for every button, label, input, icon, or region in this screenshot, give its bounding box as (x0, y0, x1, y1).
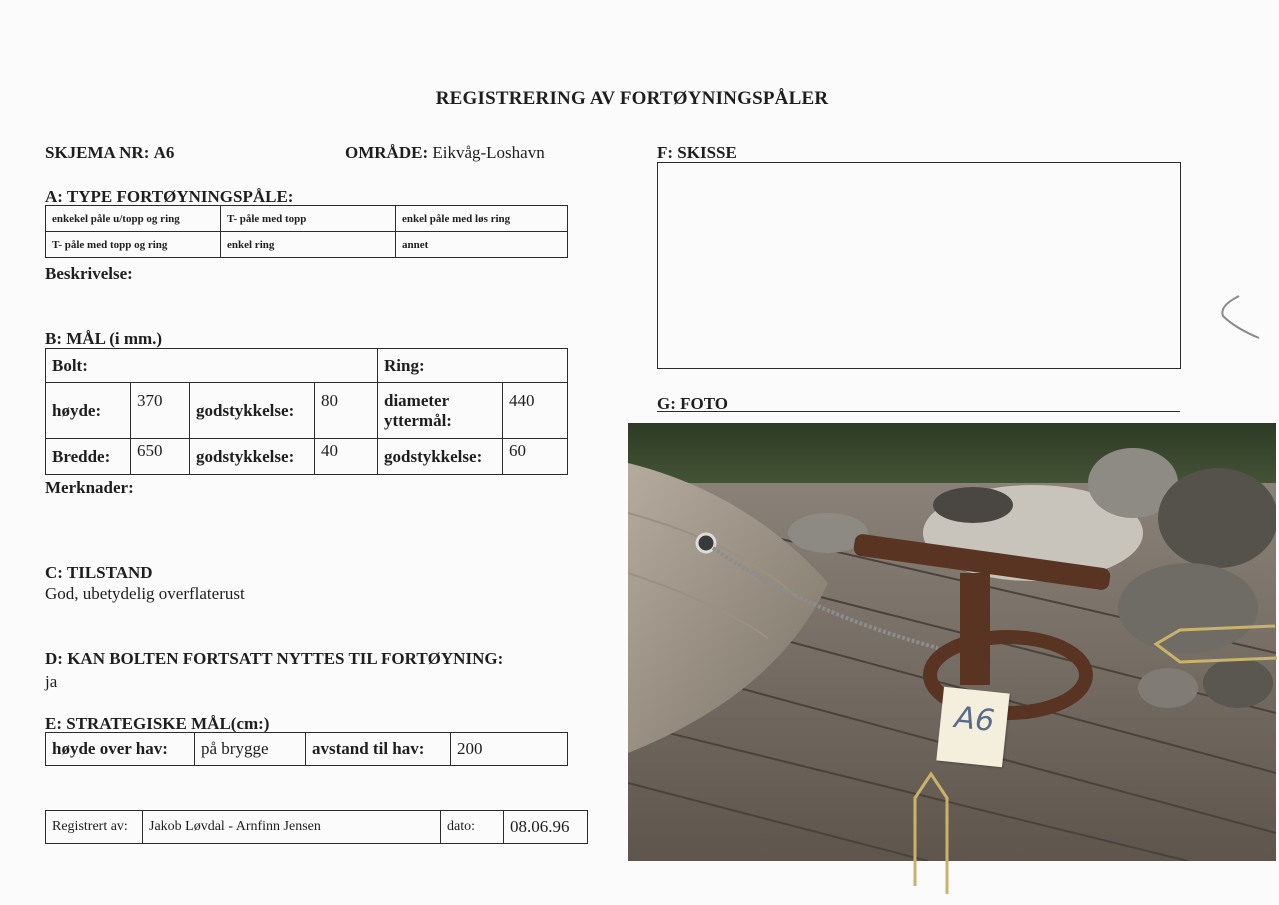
ring-thickness-label: godstykkelse: (378, 439, 503, 475)
bolt-label: Bolt: (46, 349, 378, 383)
pole-type-option: T- påle med topp og ring (46, 232, 221, 258)
paperclip-bottom-icon (905, 768, 960, 905)
section-e-heading: E: STRATEGISKE MÅL(cm:) (45, 714, 270, 733)
section-b-heading: B: MÅL (i mm.) (45, 329, 163, 348)
table-row (46, 232, 568, 258)
margin-mark (1215, 292, 1265, 347)
table-row (46, 811, 588, 844)
diameter-label: diameter yttermål: (378, 383, 503, 439)
strategic-table (45, 732, 568, 766)
height-above-sea-label: høyde over hav: (46, 733, 195, 766)
table-row (46, 206, 568, 232)
thickness-label: godstykkelse: (190, 383, 315, 439)
form-number (45, 143, 174, 163)
notes-label: Merknader: (45, 478, 134, 497)
ring-thickness-value: 60 (503, 439, 568, 475)
thickness-value: 40 (315, 439, 378, 475)
pole-type-option: enkel ring (221, 232, 396, 258)
date-label: dato: (441, 811, 504, 844)
measurements-table (45, 348, 568, 475)
pole-type-option: enkekel påle u/topp og ring (46, 206, 221, 232)
table-row (46, 439, 568, 475)
ring-label: Ring: (378, 349, 568, 383)
photo-label-tag (936, 687, 1009, 767)
registration-table (45, 810, 588, 844)
area (345, 143, 545, 163)
description-label: Beskrivelse: (45, 264, 133, 283)
condition-text: God, ubetydelig overflaterust (45, 584, 245, 603)
width-label: Bredde: (46, 439, 131, 475)
form-title: REGISTRERING AV FORTØYNINGSPÅLER (435, 88, 829, 109)
sketch-box (657, 162, 1181, 369)
section-c-heading: C: TILSTAND (45, 563, 153, 582)
registered-by-label: Registrert av: (46, 811, 143, 844)
table-row (46, 733, 568, 766)
usable-text: ja (45, 672, 58, 691)
date-value: 08.06.96 (504, 811, 588, 844)
table-row (46, 383, 568, 439)
photo-frame-top (657, 411, 1180, 412)
pole-type-option: annet (396, 232, 568, 258)
distance-to-sea-value: 200 (451, 733, 568, 766)
pole-type-option: enkel påle med løs ring (396, 206, 568, 232)
diameter-value: 440 (503, 383, 568, 439)
pole-type-option: T- påle med topp (221, 206, 396, 232)
section-f-heading: F: SKISSE (657, 143, 737, 162)
form-number-label: SKJEMA NR: (45, 143, 150, 162)
pole-type-table (45, 205, 568, 258)
section-d-heading: D: KAN BOLTEN FORTSATT NYTTES TIL FORTØYNING: (45, 649, 504, 668)
height-above-sea-value: på brygge (195, 733, 306, 766)
form-number-value: A6 (153, 143, 175, 162)
thickness-label: godstykkelse: (190, 439, 315, 475)
section-g-heading: G: FOTO (657, 394, 728, 413)
distance-to-sea-label: avstand til hav: (306, 733, 451, 766)
height-value: 370 (131, 383, 190, 439)
area-value: Eikvåg-Loshavn (432, 143, 545, 162)
paperclip-right-icon (1150, 618, 1277, 675)
width-value: 650 (131, 439, 190, 475)
photo-label-text: A6 (953, 700, 997, 740)
height-label: høyde: (46, 383, 131, 439)
thickness-value: 80 (315, 383, 378, 439)
area-label: OMRÅDE: (345, 143, 429, 162)
section-a-heading: A: TYPE FORTØYNINGSPÅLE: (45, 187, 294, 206)
registered-by-value: Jakob Løvdal - Arnfinn Jensen (143, 811, 441, 844)
table-row (46, 349, 568, 383)
